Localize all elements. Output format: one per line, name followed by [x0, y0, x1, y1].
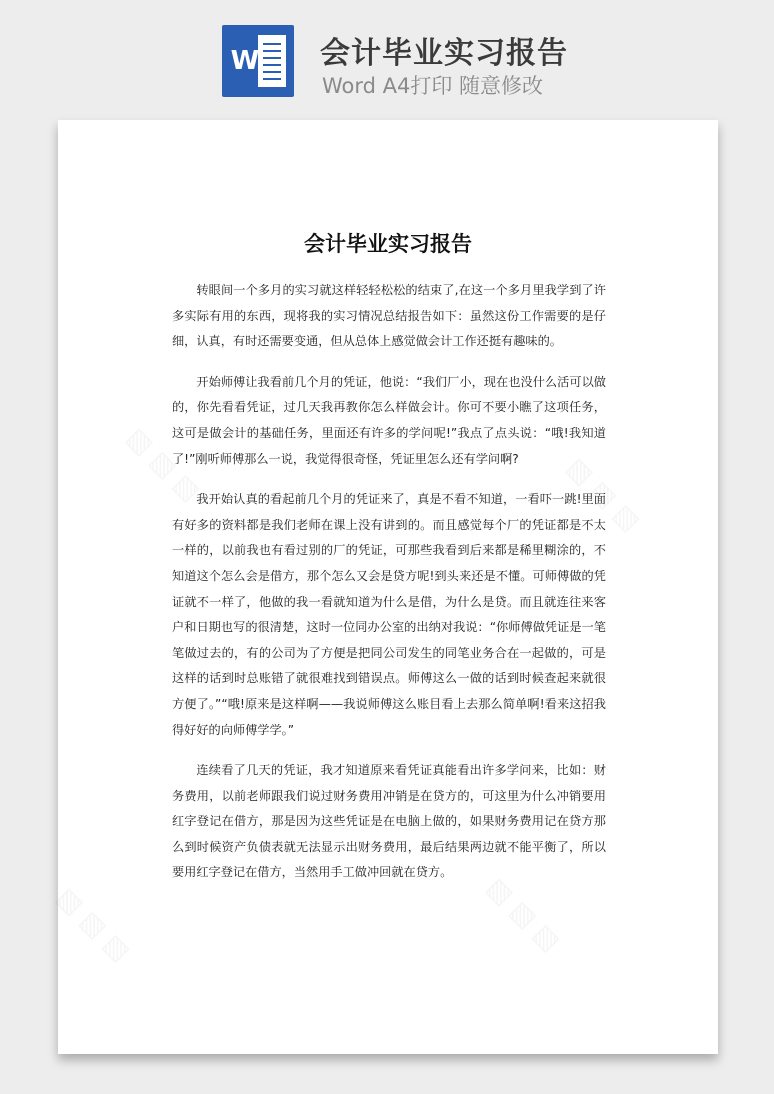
word-document-icon	[222, 25, 294, 97]
watermark: ▧ ▧ ▧	[50, 882, 136, 968]
watermark: ▧ ▧ ▧	[560, 452, 646, 538]
paragraph: 开始师傅让我看前几个月的凭证，他说：“我们厂小，现在也没什么活可以做的，你先看看凭证，过几天我再教你怎么样做会计。你可不要小瞧了这项任务，这可是做会计的基础任务，里面还有许多的学问呢!”我点了点头说：“哦!我知道了!”刚听师傅那么一说，我觉得很奇怪，凭证里怎么还有学问啊?	[172, 374, 606, 466]
paragraph: 转眼间一个多月的实习就这样轻轻松松的结束了,在这一个多月里我学到了许多实际有用的东西，现将我的实习情况总结报告如下：虽然这份工作需要的是仔细，认真，有时还需要变通，但从总体上感觉做会计工作还挺有趣味的。	[172, 283, 606, 349]
word-icon-sheet	[258, 35, 286, 87]
page-header	[0, 0, 774, 112]
header-subtitle: Word A4打印 随意修改	[322, 74, 544, 98]
document-body	[172, 278, 606, 901]
paragraph: 连续看了几天的凭证，我才知道原来看凭证真能看出许多学问来，比如：财务费用，以前老师跟我们说过财务费用冲销是在贷方的，可这里为什么冲销要用红字登记在借方，那是因为这些凭证是在电脑上做的，如果财务费用记在贷方那么到时候资产负债表就无法显示出财务费用，最后结果两边就不能平衡了，所以要用红字登记在借方，当然用手工做冲回就在贷方。	[172, 763, 606, 880]
header-title: 会计毕业实习报告	[320, 36, 568, 71]
watermark: ▧ ▧ ▧	[480, 872, 566, 958]
document-page	[50, 120, 718, 1054]
watermark: ▧ ▧ ▧	[120, 422, 206, 508]
document-title: 会计毕业实习报告	[304, 232, 472, 256]
word-icon-letter: W	[230, 46, 260, 76]
paragraph: 我开始认真的看起前几个月的凭证来了，真是不看不知道，一看吓一跳!里面有好多的资料都是我们老师在课上没有讲到的。而且感觉每个厂的凭证都是不太一样的，以前我也有看过别的厂的凭证，可那些我看到后来都是稀里糊涂的，不知道这个怎么会是借方，那个怎么又会是贷方呢!到头来还是不懂。可师傅做的凭证就不一样了，他做的我一看就知道为什么是借，为什么是贷。而且就连往来客户和日期也写的很清楚，这时一位同办公室的出纳对我说：“你师傅做凭证是一笔笔做过去的，有的公司为了方便是把同公司发生的同笔业务合在一起做的，可是这样的话到时总账错了就很难找到错误点。师傅这么一做的话到时候查起来就很方便了。”“哦!原来是这样啊——我说师傅这么账目看上去那么简单啊!看来这招我得好好的向师傅学学。”	[172, 492, 606, 737]
